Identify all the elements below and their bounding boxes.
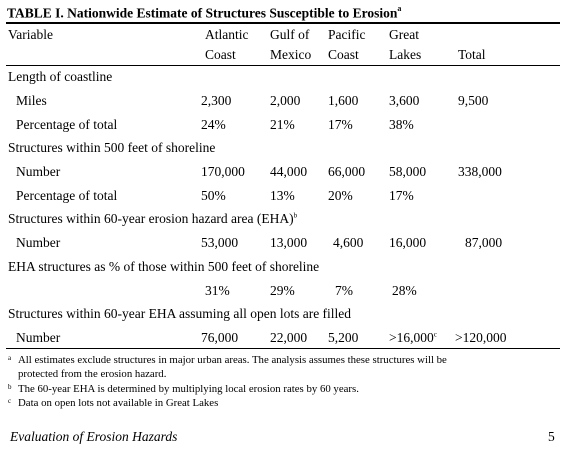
footnote-c-line-1: Data on open lots not available in Great Lakes bbox=[18, 397, 219, 409]
lots-number-pacific: 5,200 bbox=[328, 330, 359, 345]
great-lakes-footnote-mark: c bbox=[433, 330, 437, 339]
section-open-lots: Structures within 60-year EHA assuming all open lots are filled bbox=[8, 306, 352, 321]
w500-pct-gulf: 13% bbox=[270, 188, 295, 203]
footnote-a bbox=[8, 354, 447, 367]
miles-total: 9,500 bbox=[458, 93, 489, 108]
section-eha-text: Structures within 60-year erosion hazard area (EHA) bbox=[8, 211, 294, 226]
header-great-2: Lakes bbox=[389, 47, 422, 62]
footnote-b bbox=[8, 383, 359, 396]
row-lots-number-label: Number bbox=[16, 330, 61, 345]
row-w500-number-label: Number bbox=[16, 164, 61, 179]
w500-number-great: 58,000 bbox=[389, 164, 427, 179]
footnote-b-mark: b bbox=[8, 383, 12, 391]
eha-pct-great: 28% bbox=[392, 283, 417, 298]
eha-number-atlantic: 53,000 bbox=[201, 235, 239, 250]
eha-number-total: 87,000 bbox=[465, 235, 503, 250]
eha-pct-gulf: 29% bbox=[270, 283, 295, 298]
header-gulf-2: Mexico bbox=[270, 47, 312, 62]
header-pacific-1: Pacific bbox=[328, 27, 366, 42]
footnote-a-mark: a bbox=[8, 354, 12, 362]
w500-pct-great: 17% bbox=[389, 188, 414, 203]
page-number: 5 bbox=[548, 429, 555, 444]
page-footer-title: Evaluation of Erosion Hazards bbox=[10, 429, 178, 444]
eha-number-gulf: 13,000 bbox=[270, 235, 308, 250]
table-title-text: TABLE I. Nationwide Estimate of Structures Susceptible to Erosion bbox=[7, 5, 398, 21]
miles-great: 3,600 bbox=[389, 93, 420, 108]
eha-number-pacific: 4,600 bbox=[333, 235, 364, 250]
miles-gulf: 2,000 bbox=[270, 93, 301, 108]
footnote-a-line-1: All estimates exclude structures in major urban areas. The analysis assumes these structures will be bbox=[18, 354, 447, 366]
miles-pacific: 1,600 bbox=[328, 93, 359, 108]
lots-number-great-value: >16,000 bbox=[389, 330, 434, 345]
row-w500-pct-label: Percentage of total bbox=[16, 188, 118, 203]
eha-pct-pacific: 7% bbox=[335, 283, 353, 298]
header-gulf-1: Gulf of bbox=[270, 27, 310, 42]
coast-pct-great: 38% bbox=[389, 117, 414, 132]
w500-pct-atlantic: 50% bbox=[201, 188, 226, 203]
eha-pct-atlantic: 31% bbox=[205, 283, 230, 298]
row-eha-number-label: Number bbox=[16, 235, 61, 250]
w500-number-gulf: 44,000 bbox=[270, 164, 308, 179]
lots-number-total: >120,000 bbox=[455, 330, 507, 345]
w500-pct-pacific: 20% bbox=[328, 188, 353, 203]
row-coast-pct-label: Percentage of total bbox=[16, 117, 118, 132]
coast-pct-gulf: 21% bbox=[270, 117, 295, 132]
top-rule bbox=[6, 22, 560, 24]
header-pacific-2: Coast bbox=[328, 47, 359, 62]
footnote-a-line-2: protected from the erosion hazard. bbox=[18, 368, 167, 380]
lots-number-gulf: 22,000 bbox=[270, 330, 308, 345]
section-coastline: Length of coastline bbox=[8, 69, 113, 84]
lots-number-great bbox=[389, 330, 437, 346]
row-miles-label: Miles bbox=[16, 93, 47, 108]
header-total: Total bbox=[458, 47, 486, 62]
footnote-rule bbox=[6, 348, 560, 349]
miles-atlantic: 2,300 bbox=[201, 93, 232, 108]
header-atlantic-2: Coast bbox=[205, 47, 236, 62]
w500-number-atlantic: 170,000 bbox=[201, 164, 245, 179]
lots-number-atlantic: 76,000 bbox=[201, 330, 239, 345]
footnote-c bbox=[8, 397, 218, 410]
header-great-1: Great bbox=[389, 27, 419, 42]
title-footnote-mark: a bbox=[397, 4, 402, 13]
header-rule bbox=[6, 65, 560, 66]
section-eha bbox=[8, 211, 297, 227]
coast-pct-atlantic: 24% bbox=[201, 117, 226, 132]
footnote-c-mark: c bbox=[8, 397, 12, 405]
eha-number-great: 16,000 bbox=[389, 235, 427, 250]
w500-number-total: 338,000 bbox=[458, 164, 502, 179]
w500-number-pacific: 66,000 bbox=[328, 164, 366, 179]
table-title bbox=[7, 5, 401, 22]
footnote-b-line-1: The 60-year EHA is determined by multiplying local erosion rates by 60 years. bbox=[18, 383, 359, 395]
section-eha-pct: EHA structures as % of those within 500 feet of shoreline bbox=[8, 259, 320, 274]
header-variable: Variable bbox=[8, 27, 53, 42]
section-within-500: Structures within 500 feet of shoreline bbox=[8, 140, 216, 155]
header-atlantic-1: Atlantic bbox=[205, 27, 249, 42]
eha-footnote-mark: b bbox=[293, 211, 298, 220]
coast-pct-pacific: 17% bbox=[328, 117, 353, 132]
